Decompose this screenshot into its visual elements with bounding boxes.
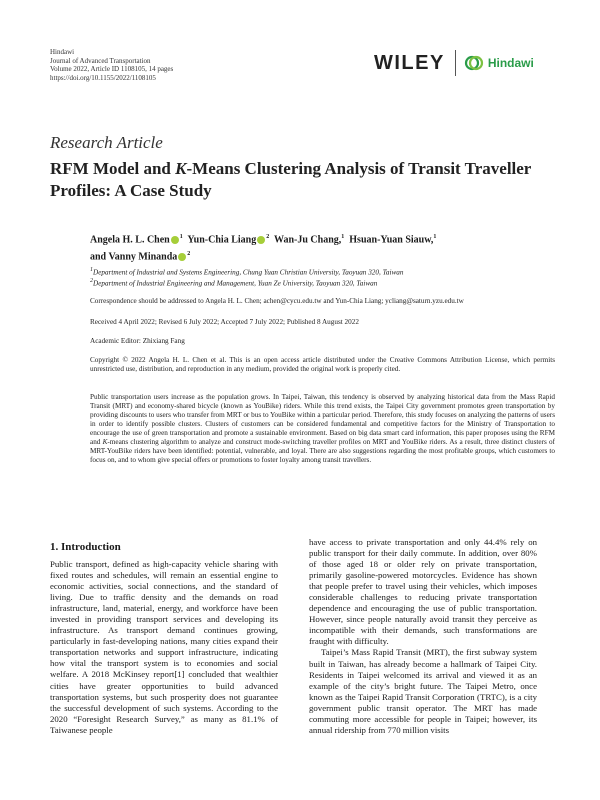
author-affiliation: 1 xyxy=(433,234,437,240)
hindawi-logo-icon xyxy=(464,53,484,73)
abstract-text: -means clustering algorithm to analyze and construct mode-switching traveller profiles on MRT and YouBike riders. As a result, three distinct clusters of MRT-YouBike riders have been identified: potential, vulnerable, and loyal. There are also suggestions regarding the most profitable groups, which customers to focus on, and to whom give special offers or promotions to foster loyalty among transit travellers. xyxy=(90,438,555,464)
author-prefix: and xyxy=(90,251,109,263)
article-type: Research Article xyxy=(50,133,163,152)
journal-meta xyxy=(50,48,173,82)
section-heading: 1. Introduction xyxy=(50,541,121,553)
publisher-logos xyxy=(374,48,554,78)
affiliations xyxy=(90,266,555,289)
author-name[interactable]: Hsuan-Yuan Siauw, xyxy=(349,234,434,246)
journal-doi-link[interactable]: https://doi.org/10.1155/2022/1108105 xyxy=(50,73,156,82)
affiliation-2 xyxy=(90,277,555,288)
author-affiliation: 2 xyxy=(266,234,270,240)
wiley-logo: WILEY xyxy=(374,51,445,74)
journal-name: Journal of Advanced Transportation xyxy=(50,56,151,65)
body-paragraph: Public transport, defined as high-capacity vehicle sharing with fixed routes and schedules, will remain an essential engine to economic activities, social connections, and the standard of living. Due to traffic density and the demands on road infrastructure, land, material, energy, and workforce have been invested in providing transport services and developing its infrastructure. As transport demand continues growing, particularly in fast-developing nations, many cities expand their transportation networks and support infrastructure, indicating how vital the transport system is to economies and social welfare. A 2018 McKinsey report[1] concluded that wealthier cities have greater opportunities to build advanced transportation systems, but such prosperity does not guarantee the successful development of such systems. According to the 2020 “Foresight Research Survey,” as many as 81.1% of Taiwanese people xyxy=(50,559,278,735)
author-name[interactable]: Angela H. L. Chen xyxy=(90,234,170,246)
author-affiliation: 1 xyxy=(341,234,345,240)
logo-divider xyxy=(455,50,456,76)
orcid-icon[interactable] xyxy=(178,253,186,261)
abstract-text: Public transportation users increase as the population grows. In Taipei, Taiwan, this tendency is observed by analyzing historical data from the Mass Rapid Transit (MRT) and economy-shared bicycle (known as YouBike) riders. While this trend exists, the Taipei City government promotes green transportation by providing discounts to users who transfer from MRT or bus to YouBike within a particular period. Therefore, this study focuses on analyzing the patterns of users in order to identify possible clusters. Clusters of customers can be considered fundamental and competitive factors for the Ministry of Transportation to encourage the use of green transportation and promote a sustainable environment. Based on big data smart card information, this paper proposes using the RFM and xyxy=(90,393,555,446)
affiliation-1 xyxy=(90,266,555,277)
abstract-k: K xyxy=(102,438,108,446)
affiliation-number: 2 xyxy=(90,278,93,285)
article-title xyxy=(50,158,560,202)
orcid-icon[interactable] xyxy=(257,236,265,244)
author-name[interactable]: Vanny Minanda xyxy=(108,251,178,263)
body-paragraph: Taipei’s Mass Rapid Transit (MRT), the first subway system built in Taiwan, has already become a hallmark of Taipei City. Residents in Taipei welcomed its arrival and viewed it as an example of the city’s bright future. The Taipei Metro, once known as the Taipei Rapid Transit Corporation (TRTC), is a city government public transit operator. The MRT has made commuting more accessible for people in Taipei; however, its annual ridership from 770 million visits xyxy=(309,647,537,735)
body-column-right xyxy=(309,537,537,736)
title-part: RFM Model and xyxy=(50,159,176,178)
copyright-notice: Copyright © 2022 Angela H. L. Chen et al. This is an open access article distributed under the Creative Commons Attribution License, which permits unrestricted use, distribution, and reproduction in any medium, provided the original work is properly cited. xyxy=(90,356,555,373)
publication-dates: Received 4 April 2022; Revised 6 July 2022; Accepted 7 July 2022; Published 8 August 2022 xyxy=(90,318,359,326)
journal-volume: Volume 2022, Article ID 1108105, 14 pages xyxy=(50,65,174,74)
correspondence: Correspondence should be addressed to Angela H. L. Chen; achen@cycu.edu.tw and Yun-Chia Liang; ycliang@saturn.yzu.edu.tw xyxy=(90,297,464,305)
author-list xyxy=(90,230,560,265)
author-affiliation: 1 xyxy=(179,234,183,240)
body-column-left xyxy=(50,559,278,736)
author-name[interactable]: Wan-Ju Chang, xyxy=(274,234,342,246)
affiliation-text: Department of Industrial Engineering and Management, Yuan Ze University, Taoyuan 320, Taiwan xyxy=(93,279,378,288)
academic-editor: Academic Editor: Zhixiang Fang xyxy=(90,337,185,345)
orcid-icon[interactable] xyxy=(171,236,179,244)
affiliation-text: Department of Industrial and Systems Engineering, Chung Yuan Christian University, Taoyuan 320, Taiwan xyxy=(93,268,404,277)
author-affiliation: 2 xyxy=(187,251,191,258)
body-paragraph: have access to private transportation and only 44.4% rely on public transport for their daily commute. In addition, over 80% of those aged 18 or older rely on private transportation, primarily gasoline-powered motorcycles. Evidence has shown that people prefer to travel using their vehicles, which imposes considerable challenges to reducing private transportation dependence and encouraging the use of public transportation. However, since people naturally avoid transit they perceive as incompatible with their demands, such transformations are fraught with difficulty. xyxy=(309,537,537,647)
publisher-name: Hindawi xyxy=(50,48,75,56)
hindawi-logo-text: Hindawi xyxy=(487,56,534,70)
author-name[interactable]: Yun-Chia Liang xyxy=(187,234,257,246)
title-part: -Means Clustering Analysis of Transit Traveller Profiles: A Case Study xyxy=(50,159,532,200)
abstract xyxy=(90,393,555,465)
affiliation-number: 1 xyxy=(90,267,93,273)
title-k: K xyxy=(175,159,187,178)
